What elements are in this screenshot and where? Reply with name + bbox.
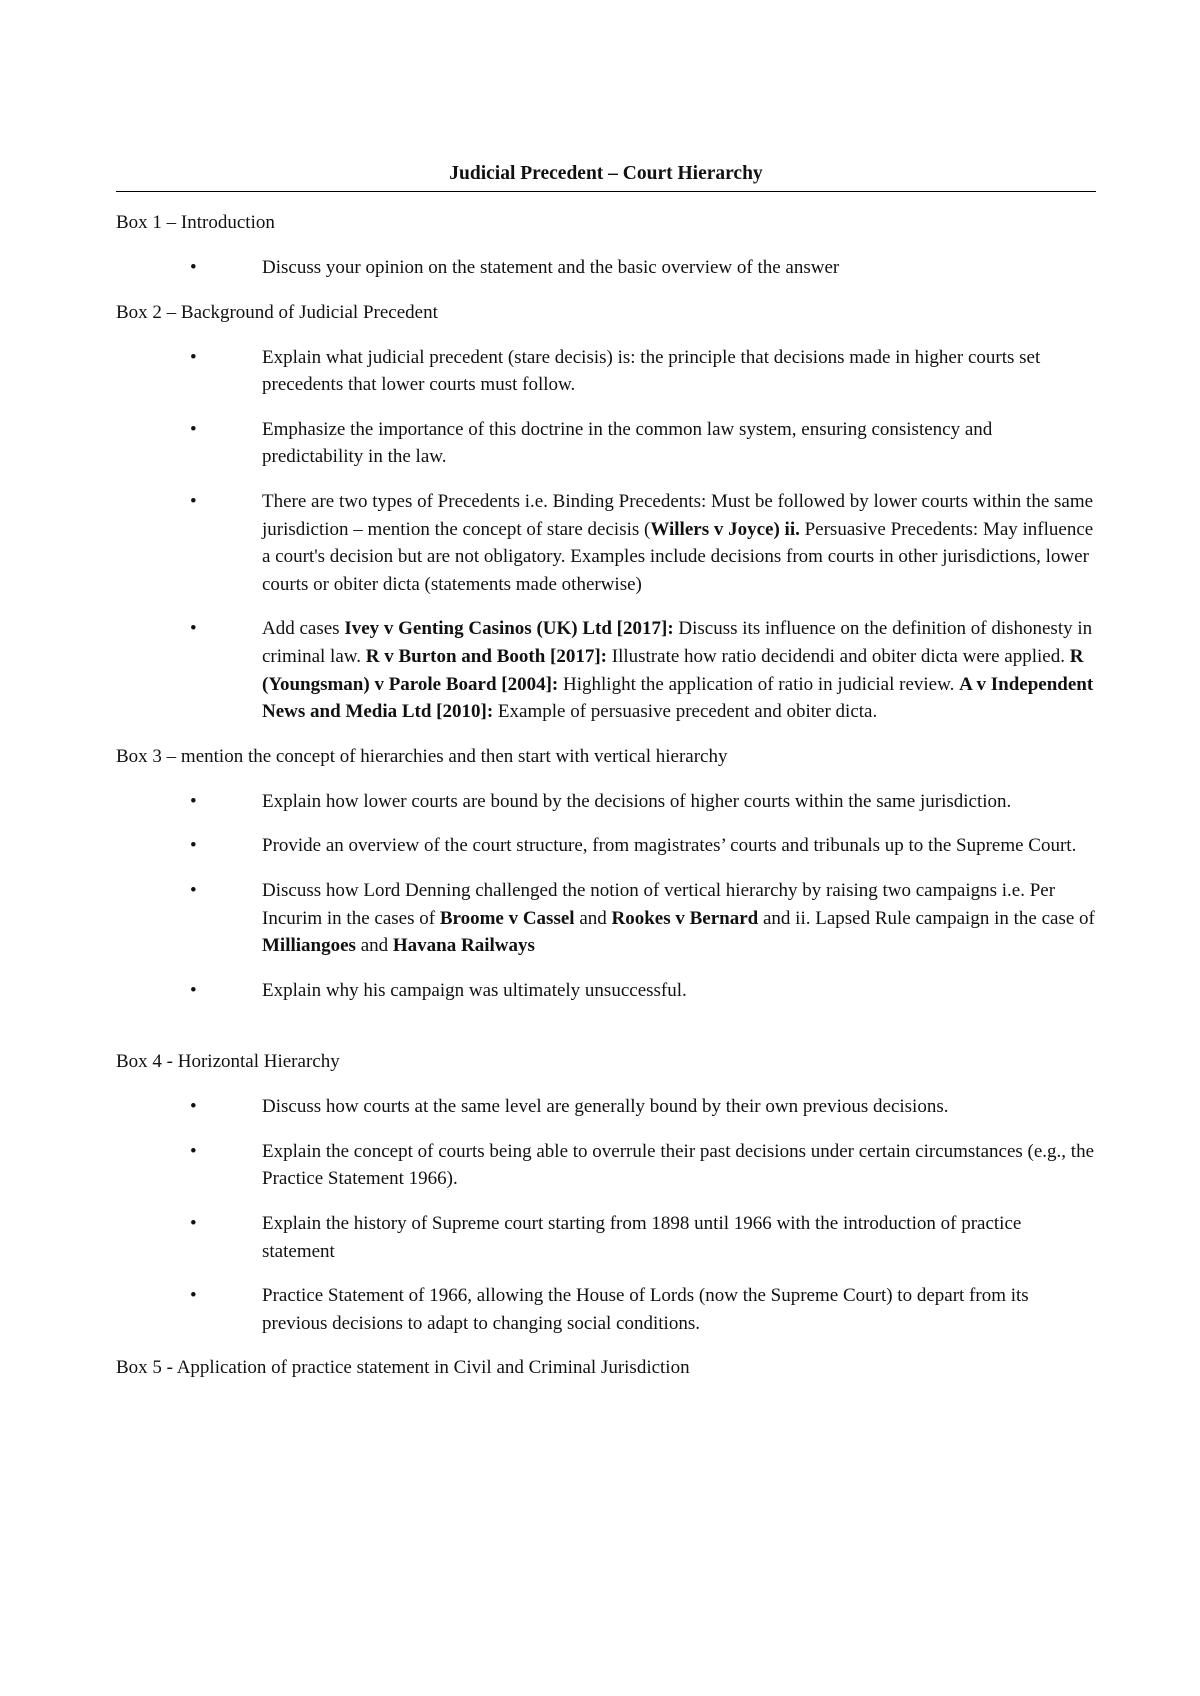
bullet-text: There are two types of Precedents i.e. Binding Precedents: Must be followed by lower courts within the same jurisdiction – mention the concept of stare decisis ( <box>262 490 1094 540</box>
bullet-icon: • <box>190 790 197 812</box>
list-item <box>116 416 1096 471</box>
bullet-icon: • <box>190 835 197 857</box>
bullet-list <box>116 344 1096 726</box>
list-item <box>116 1210 1096 1265</box>
bullet-text: Discuss how courts at the same level are generally bound by their own previous decisions. <box>262 1096 949 1118</box>
case-citation: Milliangoes <box>262 935 356 957</box>
section-heading: Box 3 – mention the concept of hierarchies and then start with vertical hierarchy <box>116 745 728 767</box>
section-heading: Box 1 – Introduction <box>116 212 275 233</box>
bullet-text: Persuasive Precedents: May influence a court's decision but are not obligatory. Examples include decisions from courts in other jurisdictions, lower courts or obiter dicta (statements made otherwise) <box>262 518 1094 595</box>
list-item <box>116 488 1096 598</box>
bullet-text: Example of persuasive precedent and obiter dicta. <box>493 701 878 723</box>
bullet-text: Explain the history of Supreme court starting from 1898 until 1966 with the introduction of practice statement <box>262 1213 1022 1262</box>
bullet-icon: • <box>190 1140 197 1162</box>
bullet-text: Provide an overview of the court structure, from magistrates’ courts and tribunals up to the Supreme Court. <box>262 835 1077 857</box>
bullet-text: Explain the concept of courts being able to overrule their past decisions under certain circumstances (e.g., the Practice Statement 1966). <box>262 1140 1095 1190</box>
document-title: Judicial Precedent – Court Hierarchy <box>116 160 1096 192</box>
document-body <box>116 209 1096 1382</box>
case-citation: Broome v Cassel <box>439 907 575 929</box>
list-item <box>116 832 1096 860</box>
bullet-text: Explain what judicial precedent (stare decisis) is: the principle that decisions made in higher courts set precedents that lower courts must follow. <box>262 346 1041 396</box>
bullet-list <box>116 788 1096 1005</box>
bullet-icon: • <box>190 1096 197 1118</box>
list-item <box>116 788 1096 816</box>
list-item <box>116 877 1096 960</box>
bullet-text: Highlight the application of ratio in judicial review. <box>558 673 960 695</box>
bullet-text: and ii. Lapsed Rule campaign in the case of <box>758 907 1095 929</box>
bullet-icon: • <box>190 1285 197 1307</box>
case-citation: R v Burton and Booth [2017]: <box>365 645 607 667</box>
list-item <box>116 254 1096 282</box>
list-item <box>116 344 1096 399</box>
case-citation: Rookes v Bernard <box>611 907 759 929</box>
section-heading: Box 5 - Application of practice statement in Civil and Criminal Jurisdiction <box>116 1357 690 1379</box>
bullet-text: and <box>355 935 393 957</box>
section-heading: Box 4 - Horizontal Hierarchy <box>116 1051 340 1073</box>
case-citation: R (Youngsman) v Parole Board [2004]: <box>262 645 1084 695</box>
bullet-icon: • <box>190 346 197 368</box>
bullet-text: Add cases <box>262 618 345 640</box>
bullet-list <box>116 1093 1096 1337</box>
section-heading: Box 2 – Background of Judicial Precedent <box>116 301 438 323</box>
list-item <box>116 977 1096 1005</box>
bullet-icon: • <box>190 1213 197 1235</box>
case-citation: Havana Railways <box>392 935 535 957</box>
case-citation: Ivey v Genting Casinos (UK) Ltd [2017]: <box>344 618 674 640</box>
bullet-icon: • <box>190 490 197 512</box>
list-item <box>116 1138 1096 1193</box>
bullet-text: Discuss your opinion on the statement and the basic overview of the answer <box>262 257 840 278</box>
bullet-icon: • <box>190 257 197 278</box>
document-page <box>116 160 1096 1382</box>
bullet-text: and <box>574 907 612 929</box>
bullet-text: Explain how lower courts are bound by the decisions of higher courts within the same jurisdiction. <box>262 790 1012 812</box>
bullet-text: Discuss how Lord Denning challenged the notion of vertical hierarchy by raising two campaigns i.e. Per Incurim in the cases of <box>262 879 1056 929</box>
case-citation: Willers v Joyce) ii. <box>650 518 800 540</box>
list-item <box>116 1282 1096 1337</box>
bullet-text: Explain why his campaign was ultimately unsuccessful. <box>262 979 687 1001</box>
bullet-icon: • <box>190 618 197 640</box>
bullet-icon: • <box>190 879 197 901</box>
list-item <box>116 615 1096 725</box>
bullet-text: Emphasize the importance of this doctrine in the common law system, ensuring consistency and predictability in the law. <box>262 418 993 468</box>
bullet-text: Discuss its influence on the definition of dishonesty in criminal law. <box>262 618 1093 667</box>
bullet-text: Practice Statement of 1966, allowing the House of Lords (now the Supreme Court) to depart from its previous decisions to adapt to changing social conditions. <box>262 1285 1029 1334</box>
bullet-list <box>116 254 1096 282</box>
bullet-icon: • <box>190 979 197 1001</box>
list-item <box>116 1093 1096 1121</box>
case-citation: A v Independent News and Media Ltd [2010]: <box>262 673 1094 723</box>
bullet-text: Illustrate how ratio decidendi and obiter dicta were applied. <box>607 645 1070 667</box>
bullet-icon: • <box>190 418 197 440</box>
